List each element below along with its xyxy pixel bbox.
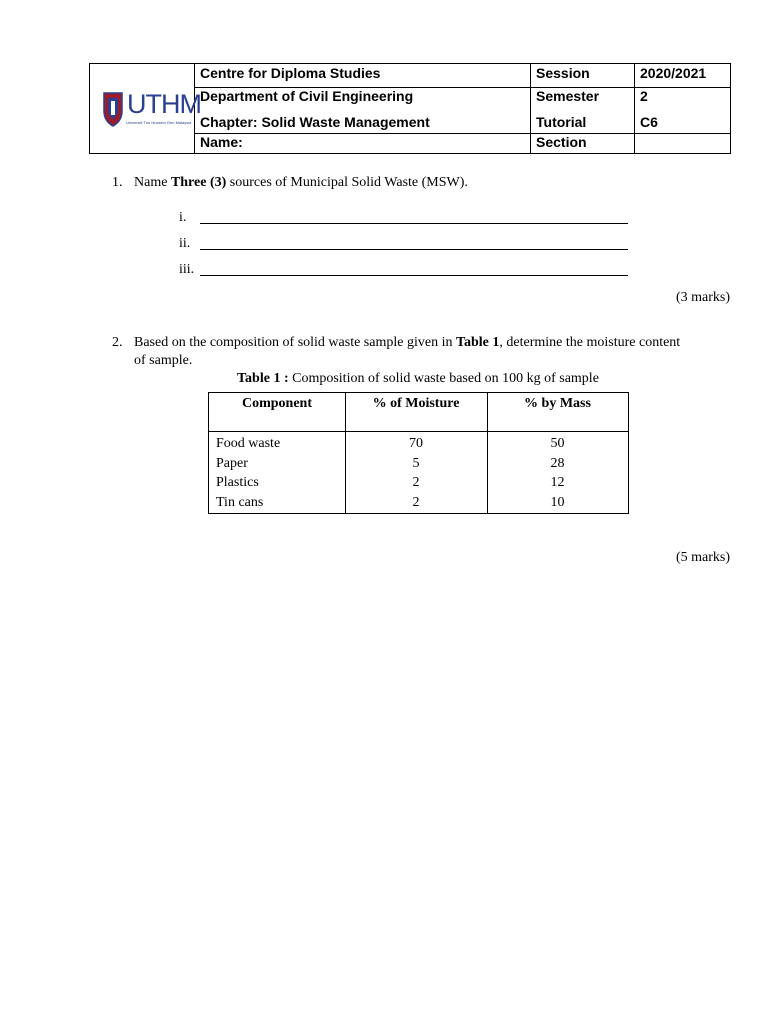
name-label: Name: xyxy=(200,134,243,150)
header-row-3 xyxy=(194,114,730,134)
table-cell-component: Plastics xyxy=(216,475,259,490)
mass-header: % by Mass xyxy=(524,396,591,411)
table-cell-moisture: 70 xyxy=(409,436,423,451)
component-header: Component xyxy=(241,396,312,411)
logo-text: UTHM xyxy=(127,89,201,119)
q2-number: 2. xyxy=(112,335,123,350)
header-row-4 xyxy=(194,134,730,153)
q2-text-line2: of sample. xyxy=(134,353,193,368)
header-row-2 xyxy=(194,88,730,114)
q1-item-iii-label: iii. xyxy=(179,262,195,277)
chapter-name: Chapter: Solid Waste Management xyxy=(200,114,430,130)
table-cell-moisture: 2 xyxy=(412,495,420,510)
q1-marks: (3 marks) xyxy=(675,290,730,305)
q1-answer-line-i[interactable] xyxy=(200,223,628,224)
table-cell-component: Food waste xyxy=(216,436,281,451)
session-label: Session xyxy=(536,65,590,81)
table-cell-moisture: 2 xyxy=(412,475,420,490)
q1-answer-line-ii[interactable] xyxy=(200,249,628,250)
semester-label: Semester xyxy=(536,88,600,104)
table-cell-mass: 50 xyxy=(550,436,565,451)
table-cell-component: Tin cans xyxy=(216,495,264,510)
logo-subtext: Universiti Tun Hussein Onn Malaysia xyxy=(126,120,192,125)
semester-value: 2 xyxy=(640,88,648,104)
section-label: Section xyxy=(536,134,587,150)
component-column xyxy=(209,393,346,513)
mass-column xyxy=(487,393,628,513)
q2-marks: (5 marks) xyxy=(675,550,730,565)
table-cell-mass: 12 xyxy=(550,475,565,490)
q1-text: Name Three (3) sources of Municipal Solid Waste (MSW). xyxy=(134,175,468,190)
table-caption: Table 1 : Composition of solid waste based on 100 kg of sample xyxy=(237,371,599,386)
table-cell-mass: 10 xyxy=(550,495,565,510)
tutorial-value: C6 xyxy=(640,114,658,130)
q1-item-ii-label: ii. xyxy=(179,236,191,251)
table-cell-mass: 28 xyxy=(550,456,565,471)
department-name: Department of Civil Engineering xyxy=(200,88,414,104)
q2-text: Based on the composition of solid waste sample given in Table 1, determine the moisture content xyxy=(134,335,681,350)
q1-number: 1. xyxy=(112,175,123,190)
tutorial-label: Tutorial xyxy=(536,114,587,130)
shield-icon xyxy=(102,89,124,127)
table-cell-moisture: 5 xyxy=(412,456,420,471)
session-value: 2020/2021 xyxy=(640,65,707,81)
centre-name: Centre for Diploma Studies xyxy=(200,65,381,81)
moisture-column xyxy=(345,393,488,513)
q1-item-i-label: i. xyxy=(179,210,187,225)
composition-table xyxy=(208,392,629,514)
uthm-logo xyxy=(102,89,201,129)
q1-answer-line-iii[interactable] xyxy=(200,275,628,276)
header-table xyxy=(89,63,731,154)
header-row-1 xyxy=(194,64,730,88)
table-header-divider xyxy=(209,431,628,432)
logo-cell xyxy=(90,64,201,153)
table-cell-component: Paper xyxy=(216,456,248,471)
moisture-header: % of Moisture xyxy=(372,396,460,411)
